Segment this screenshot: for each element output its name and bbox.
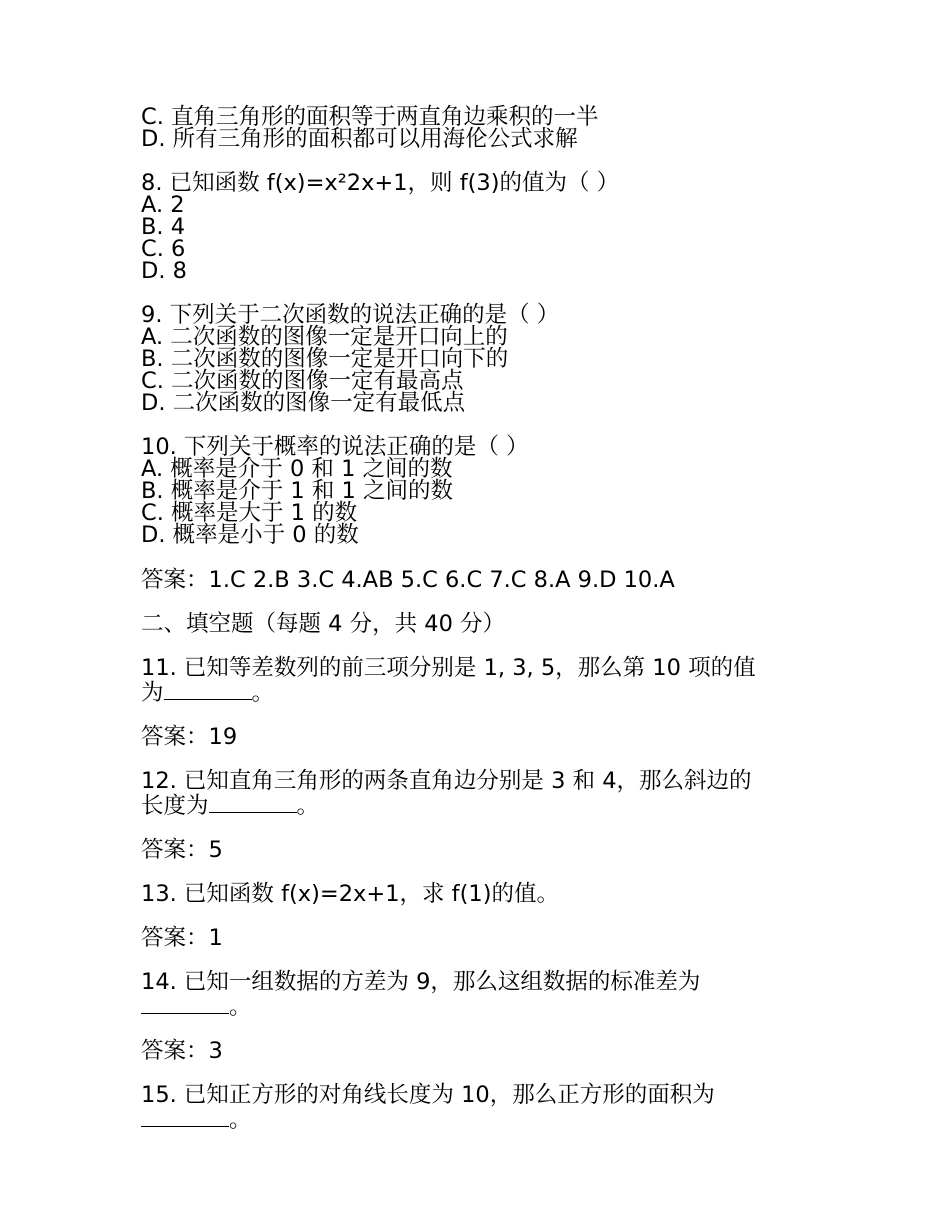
q12-stem-prefix: 长度为 [141,793,209,819]
q9-option-a: A. 二次函数的图像一定是开口向上的 [141,324,508,350]
q7-options [141,106,811,150]
q10-option-c: C. 概率是大于 1 的数 [141,500,358,526]
q14-suffix: 。 [229,994,252,1020]
q7-option-c: C. 直角三角形的面积等于两直角边乘积的一半 [141,104,599,130]
q11-suffix: 。 [251,680,275,706]
q15-blank [141,1108,229,1127]
q12-blank [209,794,297,813]
exam-page [141,106,811,1133]
q15-stem [141,1083,811,1133]
q15-stem-line2 [141,1108,811,1133]
q14-answer: 答案：3 [141,1038,223,1064]
q10-option-a: A. 概率是介于 0 和 1 之间的数 [141,456,453,482]
q12-suffix: 。 [296,793,320,819]
q15-stem-line1: 15. 已知正方形的对角线长度为 10，那么正方形的面积为 [141,1082,715,1108]
question-10 [141,436,811,546]
q11-blank [164,681,252,700]
q11-stem-prefix: 为 [141,680,164,706]
q15-suffix: 。 [229,1107,252,1133]
q14-stem-line2 [141,995,811,1020]
q14-blank [141,995,229,1014]
q8-option-d: D. 8 [141,258,187,284]
q9-option-c: C. 二次函数的图像一定有最高点 [141,368,464,394]
q8-stem: 8. 已知函数 f(x)=x²2x+1，则 f(3)的值为（ ） [141,170,620,196]
question-8 [141,172,811,282]
section-2-title: 二、填空题（每题 4 分，共 40 分） [141,611,506,637]
q9-option-b: B. 二次函数的图像一定是开口向下的 [141,346,509,372]
q8-option-a: A. 2 [141,192,185,218]
q10-option-d: D. 概率是小于 0 的数 [141,522,359,548]
q11-answer: 答案：19 [141,724,238,750]
q12-stem-line1: 12. 已知直角三角形的两条直角边分别是 3 和 4，那么斜边的 [141,768,752,794]
q9-stem: 9. 下列关于二次函数的说法正确的是（ ） [141,302,560,328]
q11-stem [141,656,811,706]
q8-option-c: C. 6 [141,236,186,262]
q13-answer: 答案：1 [141,925,223,951]
q11-stem-line2 [141,681,811,706]
q7-option-d: D. 所有三角形的面积都可以用海伦公式求解 [141,126,578,152]
mc-answer-key: 答案：1.C 2.B 3.C 4.AB 5.C 6.C 7.C 8.A 9.D 10.A [141,567,675,593]
q14-stem-line1: 14. 已知一组数据的方差为 9，那么这组数据的标准差为 [141,969,701,995]
q13-stem: 13. 已知函数 f(x)=2x+1，求 f(1)的值。 [141,881,559,907]
q14-stem [141,970,811,1020]
q8-option-b: B. 4 [141,214,186,240]
q11-stem-line1: 11. 已知等差数列的前三项分别是 1, 3, 5，那么第 10 项的值 [141,655,756,681]
q12-answer: 答案：5 [141,837,223,863]
q12-stem-line2 [141,794,811,819]
question-9 [141,304,811,414]
q12-stem [141,769,811,819]
q9-option-d: D. 二次函数的图像一定有最低点 [141,390,466,416]
q10-option-b: B. 概率是介于 1 和 1 之间的数 [141,478,453,504]
q10-stem: 10. 下列关于概率的说法正确的是（ ） [141,434,529,460]
